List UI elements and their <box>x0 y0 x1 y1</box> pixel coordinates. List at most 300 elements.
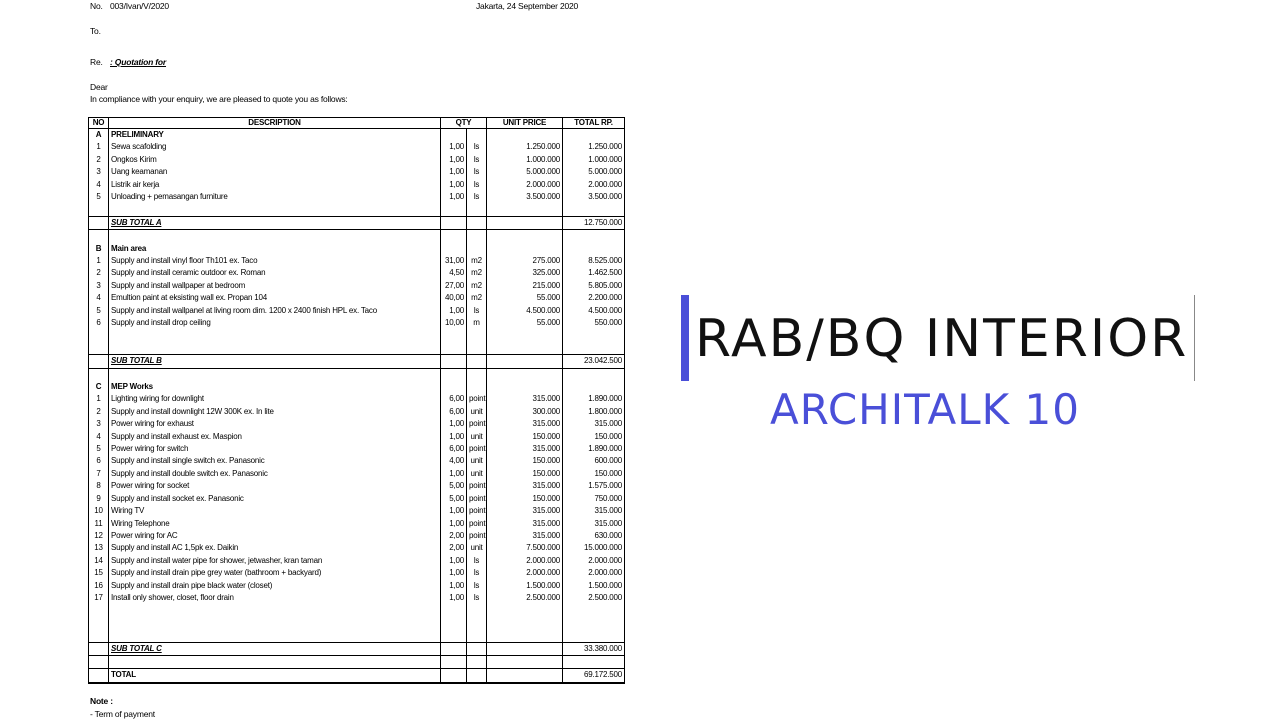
blank-cell <box>487 329 563 341</box>
grand-total-label: TOTAL <box>109 669 441 683</box>
col-header-qty: QTY <box>441 118 487 129</box>
blank-cell <box>441 129 467 142</box>
blank-cell <box>467 368 487 381</box>
subtotal-label-cell <box>109 642 441 655</box>
blank-cell <box>467 669 487 683</box>
item-unit-price: 315.000 <box>487 530 563 542</box>
blank-cell <box>109 203 441 216</box>
blank-cell <box>441 642 467 655</box>
section-code: B <box>89 243 109 255</box>
section-code: A <box>89 129 109 142</box>
blank-cell <box>109 617 441 629</box>
blank-cell <box>467 203 487 216</box>
item-number: 1 <box>89 393 109 405</box>
item-total: 150.000 <box>563 468 625 480</box>
table-row <box>89 555 625 567</box>
item-unit: point <box>467 493 487 505</box>
item-unit: point <box>467 518 487 530</box>
blank-cell <box>563 329 625 341</box>
item-unit-price: 55.000 <box>487 317 563 329</box>
blank-cell <box>563 230 625 243</box>
item-number: 3 <box>89 280 109 292</box>
item-unit: ls <box>467 555 487 567</box>
item-qty: 1,00 <box>441 305 467 317</box>
item-qty: 1,00 <box>441 154 467 166</box>
item-total: 2.000.000 <box>563 567 625 579</box>
item-unit-price: 315.000 <box>487 480 563 492</box>
blank-cell <box>441 604 467 616</box>
item-qty: 1,00 <box>441 567 467 579</box>
section-title: Main area <box>109 243 441 255</box>
table-row <box>89 166 625 178</box>
intro-text: In compliance with your enquiry, we are pleased to quote you as follows: <box>90 94 348 104</box>
item-qty: 1,00 <box>441 431 467 443</box>
item-unit-price: 1.500.000 <box>487 580 563 592</box>
item-qty: 10,00 <box>441 317 467 329</box>
table-row <box>89 518 625 530</box>
table-row <box>89 480 625 492</box>
table-row <box>89 443 625 455</box>
table-row <box>89 267 625 279</box>
item-unit: ls <box>467 305 487 317</box>
item-qty: 1,00 <box>441 191 467 203</box>
item-qty: 2,00 <box>441 530 467 542</box>
place-date: Jakarta, 24 September 2020 <box>476 1 579 11</box>
blank-cell <box>441 243 467 255</box>
item-total: 2.500.000 <box>563 592 625 604</box>
blank-cell <box>563 243 625 255</box>
table-row <box>89 530 625 542</box>
item-number: 1 <box>89 141 109 153</box>
table-row <box>89 592 625 604</box>
blank-row <box>89 629 625 642</box>
subtotal-label-cell <box>109 216 441 229</box>
blank-cell <box>467 342 487 355</box>
item-unit-price: 315.000 <box>487 393 563 405</box>
item-unit-price: 315.000 <box>487 418 563 430</box>
blank-cell <box>563 129 625 142</box>
item-total: 5.000.000 <box>563 166 625 178</box>
blank-cell <box>441 381 467 393</box>
item-description: Unloading + pemasangan furniture <box>109 191 441 203</box>
item-qty: 1,00 <box>441 179 467 191</box>
subtotal-label: SUB TOTAL B <box>111 356 162 366</box>
item-description: Uang keamanan <box>109 166 441 178</box>
item-unit-price: 325.000 <box>487 267 563 279</box>
table-row <box>89 191 625 203</box>
item-number: 3 <box>89 166 109 178</box>
subtotal-row <box>89 642 625 655</box>
item-description: Wiring Telephone <box>109 518 441 530</box>
blank-cell <box>467 617 487 629</box>
item-unit-price: 215.000 <box>487 280 563 292</box>
item-total: 1.800.000 <box>563 406 625 418</box>
section-title: MEP Works <box>109 381 441 393</box>
blank-cell <box>467 604 487 616</box>
item-description: Supply and install exhaust ex. Maspion <box>109 431 441 443</box>
re-label: Re. <box>90 57 103 67</box>
item-description: Wiring TV <box>109 505 441 517</box>
item-description: Power wiring for switch <box>109 443 441 455</box>
subtotal-amount: 23.042.500 <box>563 355 625 368</box>
table-row <box>89 567 625 579</box>
item-unit-price: 315.000 <box>487 518 563 530</box>
item-unit-price: 2.000.000 <box>487 567 563 579</box>
item-unit: point <box>467 443 487 455</box>
item-unit-price: 4.500.000 <box>487 305 563 317</box>
blank-cell <box>487 129 563 142</box>
blank-cell <box>487 243 563 255</box>
table-row <box>89 179 625 191</box>
blank-cell <box>441 669 467 683</box>
blank-cell <box>441 216 467 229</box>
item-number: 5 <box>89 443 109 455</box>
item-unit: point <box>467 480 487 492</box>
item-qty: 5,00 <box>441 480 467 492</box>
table-row <box>89 505 625 517</box>
banner-subtitle: ARCHITALK 10 <box>770 385 1080 434</box>
item-qty: 4,50 <box>441 267 467 279</box>
blank-cell <box>467 381 487 393</box>
item-total: 1.500.000 <box>563 580 625 592</box>
item-number: 13 <box>89 542 109 554</box>
blank-row <box>89 655 625 668</box>
item-number: 6 <box>89 317 109 329</box>
blank-cell <box>89 203 109 216</box>
item-description: Power wiring for socket <box>109 480 441 492</box>
item-unit-price: 1.250.000 <box>487 141 563 153</box>
item-unit-price: 150.000 <box>487 431 563 443</box>
blank-cell <box>487 342 563 355</box>
item-description: Supply and install wallpanel at living room dim. 1200 x 2400 finish HPL ex. Taco <box>109 305 441 317</box>
item-total: 5.805.000 <box>563 280 625 292</box>
section-title: PRELIMINARY <box>109 129 441 142</box>
blank-cell <box>441 203 467 216</box>
blank-cell <box>109 230 441 243</box>
item-unit: ls <box>467 141 487 153</box>
table-row <box>89 280 625 292</box>
blank-cell <box>487 355 563 368</box>
table-row <box>89 418 625 430</box>
section-header-row <box>89 243 625 255</box>
item-number: 6 <box>89 455 109 467</box>
blank-cell <box>89 604 109 616</box>
item-number: 2 <box>89 267 109 279</box>
item-qty: 31,00 <box>441 255 467 267</box>
item-unit-price: 2.000.000 <box>487 555 563 567</box>
item-unit: unit <box>467 406 487 418</box>
blank-cell <box>563 629 625 642</box>
blank-cell <box>467 629 487 642</box>
to-label: To. <box>90 26 101 36</box>
item-total: 600.000 <box>563 455 625 467</box>
item-qty: 1,00 <box>441 592 467 604</box>
item-total: 1.890.000 <box>563 443 625 455</box>
blank-cell <box>563 381 625 393</box>
item-description: Power wiring for AC <box>109 530 441 542</box>
blank-cell <box>441 629 467 642</box>
blank-cell <box>89 216 109 229</box>
item-description: Install only shower, closet, floor drain <box>109 592 441 604</box>
item-unit: point <box>467 418 487 430</box>
item-unit: ls <box>467 166 487 178</box>
item-qty: 1,00 <box>441 555 467 567</box>
blank-cell <box>89 642 109 655</box>
item-unit-price: 2.000.000 <box>487 179 563 191</box>
item-description: Supply and install drop ceiling <box>109 317 441 329</box>
blank-cell <box>467 655 487 668</box>
blank-cell <box>563 655 625 668</box>
blank-row <box>89 342 625 355</box>
item-description: Supply and install wallpaper at bedroom <box>109 280 441 292</box>
item-unit: m2 <box>467 280 487 292</box>
title-banner <box>681 295 1195 381</box>
item-total: 150.000 <box>563 431 625 443</box>
blank-cell <box>109 329 441 341</box>
item-total: 630.000 <box>563 530 625 542</box>
table-row <box>89 455 625 467</box>
item-total: 8.525.000 <box>563 255 625 267</box>
item-unit: ls <box>467 191 487 203</box>
item-unit: ls <box>467 179 487 191</box>
subtotal-row <box>89 355 625 368</box>
subtotal-row <box>89 216 625 229</box>
table-row <box>89 292 625 304</box>
item-description: Ongkos Kirim <box>109 154 441 166</box>
item-total: 2.000.000 <box>563 179 625 191</box>
item-unit: unit <box>467 431 487 443</box>
item-total: 2.200.000 <box>563 292 625 304</box>
blank-cell <box>441 342 467 355</box>
table-row <box>89 493 625 505</box>
note-label: Note : <box>90 696 113 706</box>
item-description: Lighting wiring for downlight <box>109 393 441 405</box>
item-number: 1 <box>89 255 109 267</box>
item-number: 2 <box>89 154 109 166</box>
item-total: 315.000 <box>563 418 625 430</box>
blank-cell <box>487 642 563 655</box>
table-row <box>89 431 625 443</box>
item-description: Supply and install AC 1,5pk ex. Daikin <box>109 542 441 554</box>
item-unit: point <box>467 505 487 517</box>
blank-cell <box>89 368 109 381</box>
blank-cell <box>487 381 563 393</box>
blank-cell <box>563 342 625 355</box>
item-total: 1.575.000 <box>563 480 625 492</box>
item-qty: 1,00 <box>441 141 467 153</box>
subtotal-amount: 12.750.000 <box>563 216 625 229</box>
item-description: Supply and install vinyl floor Th101 ex. Taco <box>109 255 441 267</box>
blank-cell <box>441 368 467 381</box>
item-number: 4 <box>89 179 109 191</box>
item-qty: 4,00 <box>441 455 467 467</box>
blank-cell <box>487 604 563 616</box>
item-total: 2.000.000 <box>563 555 625 567</box>
item-number: 4 <box>89 431 109 443</box>
blank-cell <box>89 342 109 355</box>
table-row <box>89 317 625 329</box>
item-qty: 1,00 <box>441 580 467 592</box>
table-row <box>89 305 625 317</box>
grand-total-amount: 69.172.500 <box>563 669 625 683</box>
re-value: : Quotation for <box>110 57 167 67</box>
blank-cell <box>487 617 563 629</box>
item-description: Supply and install water pipe for shower, jetwasher, kran taman <box>109 555 441 567</box>
item-total: 1.250.000 <box>563 141 625 153</box>
item-qty: 5,00 <box>441 493 467 505</box>
blank-cell <box>109 368 441 381</box>
item-unit-price: 300.000 <box>487 406 563 418</box>
item-unit: unit <box>467 542 487 554</box>
item-total: 1.462.500 <box>563 267 625 279</box>
blank-row <box>89 604 625 616</box>
section-header-row <box>89 129 625 142</box>
doc-number: 003/Ivan/V/2020 <box>110 1 169 11</box>
item-description: Emultion paint at eksisting wall ex. Propan 104 <box>109 292 441 304</box>
item-unit: m2 <box>467 292 487 304</box>
item-unit-price: 3.500.000 <box>487 191 563 203</box>
item-number: 3 <box>89 418 109 430</box>
item-unit: ls <box>467 580 487 592</box>
item-unit: point <box>467 530 487 542</box>
item-qty: 6,00 <box>441 393 467 405</box>
section-code: C <box>89 381 109 393</box>
accent-bar <box>681 295 689 381</box>
blank-cell <box>487 655 563 668</box>
item-qty: 1,00 <box>441 505 467 517</box>
table-header-row <box>89 118 625 129</box>
item-unit: m <box>467 317 487 329</box>
item-unit-price: 5.000.000 <box>487 166 563 178</box>
blank-row <box>89 617 625 629</box>
item-total: 550.000 <box>563 317 625 329</box>
blank-cell <box>109 655 441 668</box>
blank-cell <box>441 230 467 243</box>
blank-cell <box>109 342 441 355</box>
blank-cell <box>441 655 467 668</box>
blank-cell <box>89 329 109 341</box>
grand-total-row <box>89 669 625 683</box>
item-total: 750.000 <box>563 493 625 505</box>
table-row <box>89 141 625 153</box>
blank-cell <box>467 243 487 255</box>
item-unit-price: 1.000.000 <box>487 154 563 166</box>
item-unit-price: 150.000 <box>487 493 563 505</box>
subtotal-amount: 33.380.000 <box>563 642 625 655</box>
item-description: Power wiring for exhaust <box>109 418 441 430</box>
item-number: 2 <box>89 406 109 418</box>
item-unit: ls <box>467 567 487 579</box>
subtotal-label-cell <box>109 355 441 368</box>
item-total: 15.000.000 <box>563 542 625 554</box>
item-description: Supply and install ceramic outdoor ex. Roman <box>109 267 441 279</box>
blank-cell <box>563 368 625 381</box>
blank-cell <box>487 669 563 683</box>
item-description: Supply and install double switch ex. Panasonic <box>109 468 441 480</box>
item-description: Supply and install drain pipe grey water (bathroom + backyard) <box>109 567 441 579</box>
item-unit: unit <box>467 468 487 480</box>
item-qty: 1,00 <box>441 418 467 430</box>
item-qty: 1,00 <box>441 518 467 530</box>
item-total: 1.000.000 <box>563 154 625 166</box>
blank-cell <box>487 230 563 243</box>
item-number: 15 <box>89 567 109 579</box>
blank-cell <box>467 129 487 142</box>
item-number: 12 <box>89 530 109 542</box>
item-number: 8 <box>89 480 109 492</box>
item-unit: m2 <box>467 267 487 279</box>
item-unit-price: 275.000 <box>487 255 563 267</box>
item-total: 4.500.000 <box>563 305 625 317</box>
item-qty: 1,00 <box>441 166 467 178</box>
item-number: 5 <box>89 305 109 317</box>
section-header-row <box>89 381 625 393</box>
item-unit-price: 150.000 <box>487 455 563 467</box>
blank-cell <box>487 368 563 381</box>
item-unit-price: 7.500.000 <box>487 542 563 554</box>
item-unit-price: 55.000 <box>487 292 563 304</box>
col-header-no: NO <box>89 118 109 129</box>
banner-title: RAB/BQ INTERIOR <box>695 309 1189 369</box>
item-unit: point <box>467 393 487 405</box>
item-unit-price: 2.500.000 <box>487 592 563 604</box>
blank-row <box>89 368 625 381</box>
item-unit-price: 150.000 <box>487 468 563 480</box>
item-unit-price: 315.000 <box>487 443 563 455</box>
item-description: Supply and install drain pipe black water (closet) <box>109 580 441 592</box>
blank-cell <box>467 329 487 341</box>
col-header-total: TOTAL RP. <box>563 118 625 129</box>
item-number: 9 <box>89 493 109 505</box>
blank-cell <box>441 355 467 368</box>
item-description: Sewa scafolding <box>109 141 441 153</box>
blank-cell <box>441 617 467 629</box>
item-number: 17 <box>89 592 109 604</box>
blank-cell <box>467 230 487 243</box>
item-qty: 40,00 <box>441 292 467 304</box>
banner-divider <box>1194 295 1195 381</box>
table-row <box>89 468 625 480</box>
table-row <box>89 406 625 418</box>
item-description: Listrik air kerja <box>109 179 441 191</box>
blank-row <box>89 329 625 341</box>
blank-cell <box>467 642 487 655</box>
blank-cell <box>89 669 109 683</box>
item-qty: 6,00 <box>441 406 467 418</box>
blank-row <box>89 203 625 216</box>
salutation: Dear <box>90 82 108 92</box>
item-unit: unit <box>467 455 487 467</box>
table-row <box>89 255 625 267</box>
blank-cell <box>89 230 109 243</box>
note-line: - Term of payment <box>90 709 155 719</box>
blank-cell <box>563 604 625 616</box>
item-total: 315.000 <box>563 505 625 517</box>
item-unit: ls <box>467 154 487 166</box>
item-description: Supply and install downlight 12W 300K ex. In lite <box>109 406 441 418</box>
item-qty: 1,00 <box>441 468 467 480</box>
item-unit: m2 <box>467 255 487 267</box>
item-number: 5 <box>89 191 109 203</box>
subtotal-label: SUB TOTAL A <box>111 217 162 227</box>
col-header-unit-price: UNIT PRICE <box>487 118 563 129</box>
blank-cell <box>467 355 487 368</box>
blank-cell <box>89 617 109 629</box>
blank-cell <box>89 629 109 642</box>
blank-cell <box>487 629 563 642</box>
item-number: 14 <box>89 555 109 567</box>
item-qty: 6,00 <box>441 443 467 455</box>
